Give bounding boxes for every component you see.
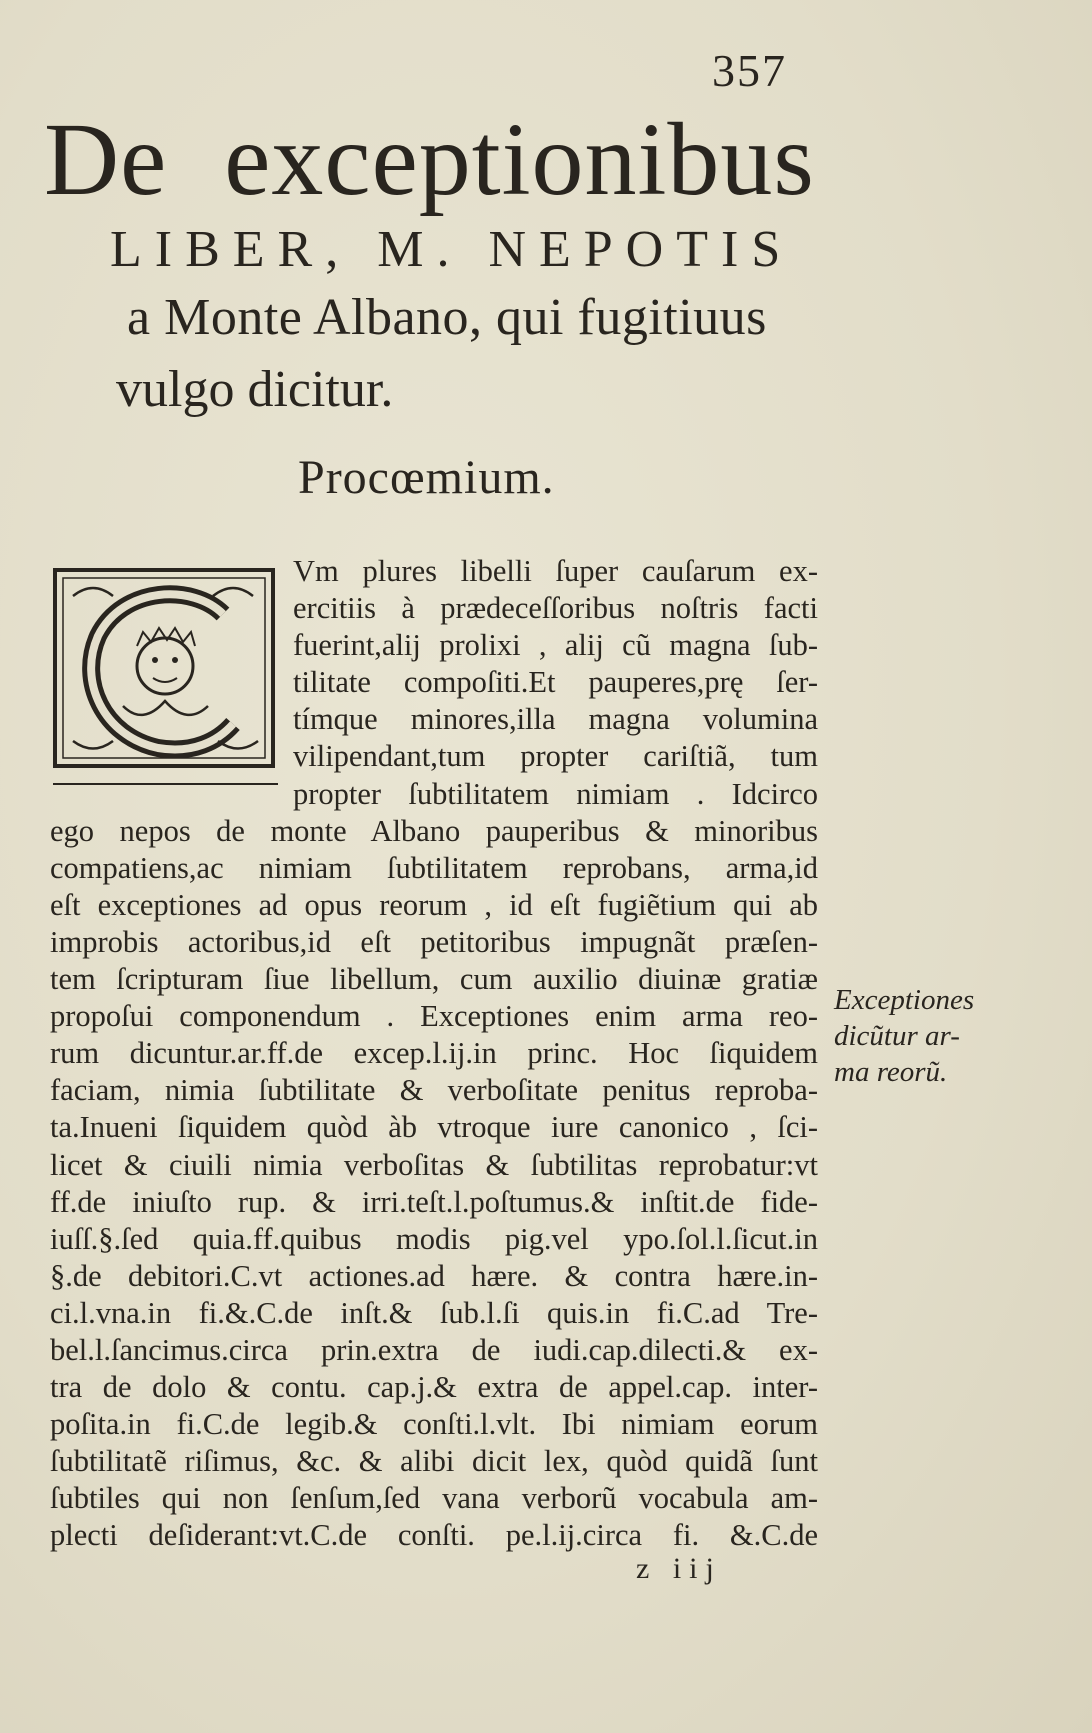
body-line: ta.Inueni ſiquidem quòd àb vtroque iure canonico , ſci- (50, 1110, 818, 1145)
signature-mark: z iij (636, 1552, 722, 1585)
margin-note-line: ma reorũ. (834, 1056, 948, 1088)
body-line: tem ſcripturam ſiue libellum, cum auxilio diuinæ gratiæ (50, 962, 818, 997)
body-line: Vm plures libelli ſuper cauſarum ex- (293, 554, 818, 588)
body-line: ff.de iniuſto rup. & irri.teſt.l.poſtumus.& inſtit.de fide- (50, 1184, 818, 1219)
body-line: eſt exceptiones ad opus reorum , id eſt fugiẽtium qui ab (50, 887, 818, 922)
body-line: ſubtilitatẽ riſimus, &c. & alibi dicit lex, quòd quidã ſunt (50, 1444, 818, 1479)
body-line: ſubtiles qui non ſenſum,ſed vana verborũ vocabula am- (50, 1481, 818, 1516)
body-line: tilitate compoſiti.Et pauperes,prę ſer- (293, 665, 818, 700)
decorated-initial-c-icon (53, 566, 278, 790)
body-line: vilipendant,tum propter cariſtiã, tum (293, 739, 818, 774)
body-line: plecti deſiderant:vt.C.de conſti. pe.l.ij.circa fi. &.C.de (50, 1518, 818, 1553)
body-line: improbis actoribus,id eſt petitoribus impugnãt præſen- (50, 924, 818, 959)
margin-note (834, 982, 974, 1090)
body-line: rum dicuntur.ar.ff.de excep.l.ij.in princ. Hoc ſiquidem (50, 1036, 818, 1071)
body-line: ci.l.vna.in fi.&.C.de inſt.& ſub.l.ſi quis.in fi.C.ad Tre- (50, 1295, 818, 1330)
body-line: tímque minores,illa magna volumina (293, 702, 818, 737)
body-text (50, 813, 818, 1555)
subtitle-line-3: vulgo dicitur. (116, 361, 394, 418)
page-title: De exceptionibus (44, 102, 815, 217)
subtitle-line-1: LIBER, M. NEPOTIS (110, 221, 794, 278)
margin-note-line: dicũtur ar- (834, 1020, 960, 1052)
body-line: ego nepos de monte Albano pauperibus & minoribus (50, 813, 818, 848)
body-line: propter ſubtilitatem nimiam . Idcirco (293, 776, 818, 811)
body-line: compatiens,ac nimiam ſubtilitatem reprobans, arma,id (50, 850, 818, 885)
body-line: propoſui componendum . Exceptiones enim arma reo- (50, 999, 818, 1034)
decorated-initial (53, 566, 278, 790)
body-line: faciam, nimia ſubtilitate & verboſitate penitus reproba- (50, 1073, 818, 1108)
body-line: poſita.in fi.C.de legib.& conſti.l.vlt. Ibi nimiam eorum (50, 1407, 818, 1442)
body-text-beside-initial (293, 553, 818, 813)
body-line: bel.l.ſancimus.circa prin.extra de iudi.cap.dilecti.& ex- (50, 1333, 818, 1367)
body-line: tra de dolo & contu. cap.j.& extra de appel.cap. inter- (50, 1370, 818, 1405)
body-line: licet & ciuili nimia verboſitas & ſubtilitas reprobatur:vt (50, 1147, 818, 1182)
body-line: §.de debitori.C.vt actiones.ad hære. & contra hære.in- (50, 1258, 818, 1293)
body-line: fuerint,alij prolixi , alij cũ magna ſub- (293, 628, 818, 663)
page-number: 357 (712, 45, 787, 96)
subtitle-line-2: a Monte Albano, qui fugitiuus (127, 289, 767, 346)
body-line: ercitiis à prædeceſſoribus noſtris facti (293, 591, 818, 626)
body-line: iuſſ.§.ſed quia.ff.quibus modis pig.vel ypo.ſol.l.ſicut.in (50, 1221, 818, 1256)
margin-note-line: Exceptiones (834, 984, 975, 1016)
section-heading: Procœmium. (298, 451, 555, 504)
